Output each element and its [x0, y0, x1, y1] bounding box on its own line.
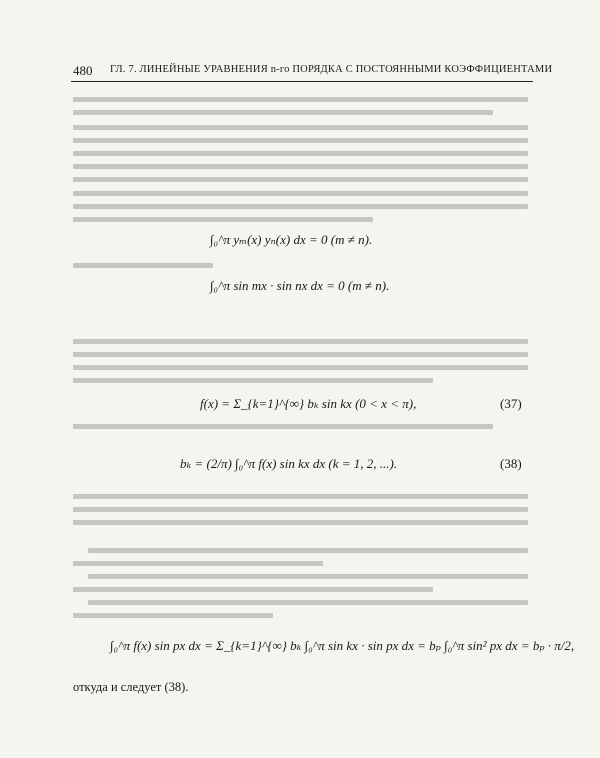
text-line-placeholder — [73, 365, 528, 370]
text-line-placeholder — [73, 424, 493, 429]
text-line-placeholder — [73, 164, 528, 169]
equation-number-37: (37) — [500, 396, 522, 411]
text-line-placeholder — [88, 600, 528, 605]
text-line-placeholder — [88, 548, 528, 553]
text-line-placeholder — [73, 587, 433, 592]
text-line-placeholder — [73, 561, 323, 566]
text-line-placeholder — [73, 177, 528, 182]
text-line-placeholder — [73, 191, 528, 196]
text-line-placeholder — [73, 613, 273, 618]
text-line-placeholder — [73, 352, 528, 357]
text-line-placeholder — [73, 507, 528, 512]
text-line-placeholder — [73, 204, 528, 209]
text-line-placeholder — [73, 151, 528, 156]
text-line-placeholder — [73, 125, 528, 130]
formula-footnote: ∫₀^π f(x) sin px dx = Σ_{k=1}^{∞} bₖ ∫₀^π sin kx · sin px dx = bₚ ∫₀^π sin² px dx = bₚ · π/2, — [110, 638, 575, 653]
text-line-placeholder — [73, 110, 493, 115]
equation-number-38: (38) — [500, 456, 522, 471]
header-rule — [71, 81, 533, 82]
text-line-placeholder — [73, 339, 528, 344]
text-line-placeholder — [88, 574, 528, 579]
page-number: 480 — [73, 63, 93, 78]
formula-orthogonality: ∫₀^π yₘ(x) yₙ(x) dx = 0 (m ≠ n). — [210, 232, 373, 247]
closing-line: откуда и следует (38). — [73, 680, 189, 694]
formula-sine-orthogonality: ∫₀^π sin mx · sin nx dx = 0 (m ≠ n). — [210, 278, 390, 293]
text-line-placeholder — [73, 263, 213, 268]
running-title: ГЛ. 7. ЛИНЕЙНЫЕ УРАВНЕНИЯ n-го ПОРЯДКА С ПОСТОЯННЫМИ КОЭФФИЦИЕНТАМИ — [110, 64, 553, 75]
text-line-placeholder — [73, 217, 373, 222]
formula-fourier-coeffs: bₖ = (2/π) ∫₀^π f(x) sin kx dx (k = 1, 2, ...). — [180, 456, 398, 471]
text-line-placeholder — [73, 97, 528, 102]
text-line-placeholder — [73, 494, 528, 499]
formula-fourier-series: f(x) = Σ_{k=1}^{∞} bₖ sin kx (0 < x < π), — [200, 396, 417, 411]
text-line-placeholder — [73, 520, 528, 525]
text-line-placeholder — [73, 378, 433, 383]
text-line-placeholder — [73, 138, 528, 143]
